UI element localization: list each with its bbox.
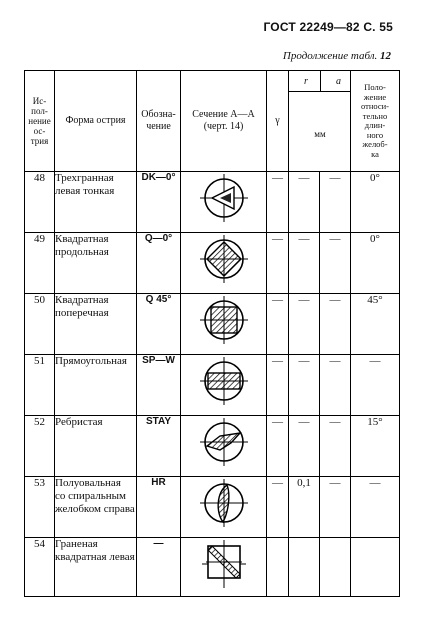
row-a: — [320,355,351,416]
header-name: Форма острия [55,71,137,172]
rectangle-section-icon [181,355,267,416]
row-name: Граненая квадратная левая [55,538,137,597]
row-gamma: — [267,233,289,294]
header-unit: мм [314,129,326,139]
continuation-text: Продолжение табл. [282,50,378,62]
tip-forms-table [24,70,400,597]
row-name: Прямоугольная [55,355,137,416]
ribbed-section-icon [181,416,267,477]
table-row [25,233,400,294]
row-a: — [320,416,351,477]
row-name: Квадратная продольная [55,233,137,294]
row-r: — [289,294,320,355]
row-gamma: — [267,477,289,538]
row-num: 52 [25,416,55,477]
row-r: — [289,416,320,477]
row-a: — [320,233,351,294]
row-a: — [320,477,351,538]
row-code: STAY [137,416,181,477]
row-gamma: — [267,172,289,233]
row-r: — [289,233,320,294]
header-code: Обозна- чение [137,71,181,172]
row-position [351,538,400,597]
faceted-square-section-icon [181,538,267,597]
row-position: 45° [351,294,400,355]
table-row [25,538,400,597]
header-gamma: γ [267,71,289,172]
row-num: 48 [25,172,55,233]
header-a: a [336,76,341,87]
half-oval-section-icon [181,477,267,538]
table-row [25,477,400,538]
row-num: 53 [25,477,55,538]
row-gamma: — [267,294,289,355]
table-row [25,416,400,477]
header-num: Ис- пол- нение ос- трия [25,71,55,172]
header-section: Сечение А—А (черт. 14) [181,71,267,172]
row-num: 51 [25,355,55,416]
row-r: — [289,355,320,416]
square-diagonal-section-icon [181,233,267,294]
row-position: — [351,355,400,416]
header-position: Поло- жение относи- тельно длин- ного желоб- ка [351,71,400,172]
table-number: 12 [380,50,391,62]
row-gamma: — [267,355,289,416]
row-position: 0° [351,172,400,233]
table-continuation-label [283,50,391,62]
row-position: 15° [351,416,400,477]
row-position: 0° [351,233,400,294]
row-num: 54 [25,538,55,597]
row-name: Ребристая [55,416,137,477]
row-code: HR [137,477,181,538]
row-num: 50 [25,294,55,355]
row-a: — [320,172,351,233]
row-code: Q—0° [137,233,181,294]
row-code: Q 45° [137,294,181,355]
table-row [25,355,400,416]
square-section-icon [181,294,267,355]
row-code: SP—W [137,355,181,416]
row-r: — [289,172,320,233]
row-r: 0,1 [289,477,320,538]
row-name: Трехгранная левая тонкая [55,172,137,233]
row-a: — [320,294,351,355]
row-name: Полуовальная со спиральным желобком справа [55,477,137,538]
row-name: Квадратная поперечная [55,294,137,355]
row-code: DK—0° [137,172,181,233]
row-gamma: — [267,416,289,477]
header-r: r [304,76,308,87]
row-r [289,538,320,597]
row-position: — [351,477,400,538]
page-header: ГОСТ 22249—82 С. 55 [263,20,393,34]
triangle-section-icon [181,172,267,233]
row-a [320,538,351,597]
row-gamma [267,538,289,597]
header-r-a-mm [289,71,351,172]
row-code: — [137,538,181,597]
table-row [25,294,400,355]
table-row [25,172,400,233]
row-num: 49 [25,233,55,294]
